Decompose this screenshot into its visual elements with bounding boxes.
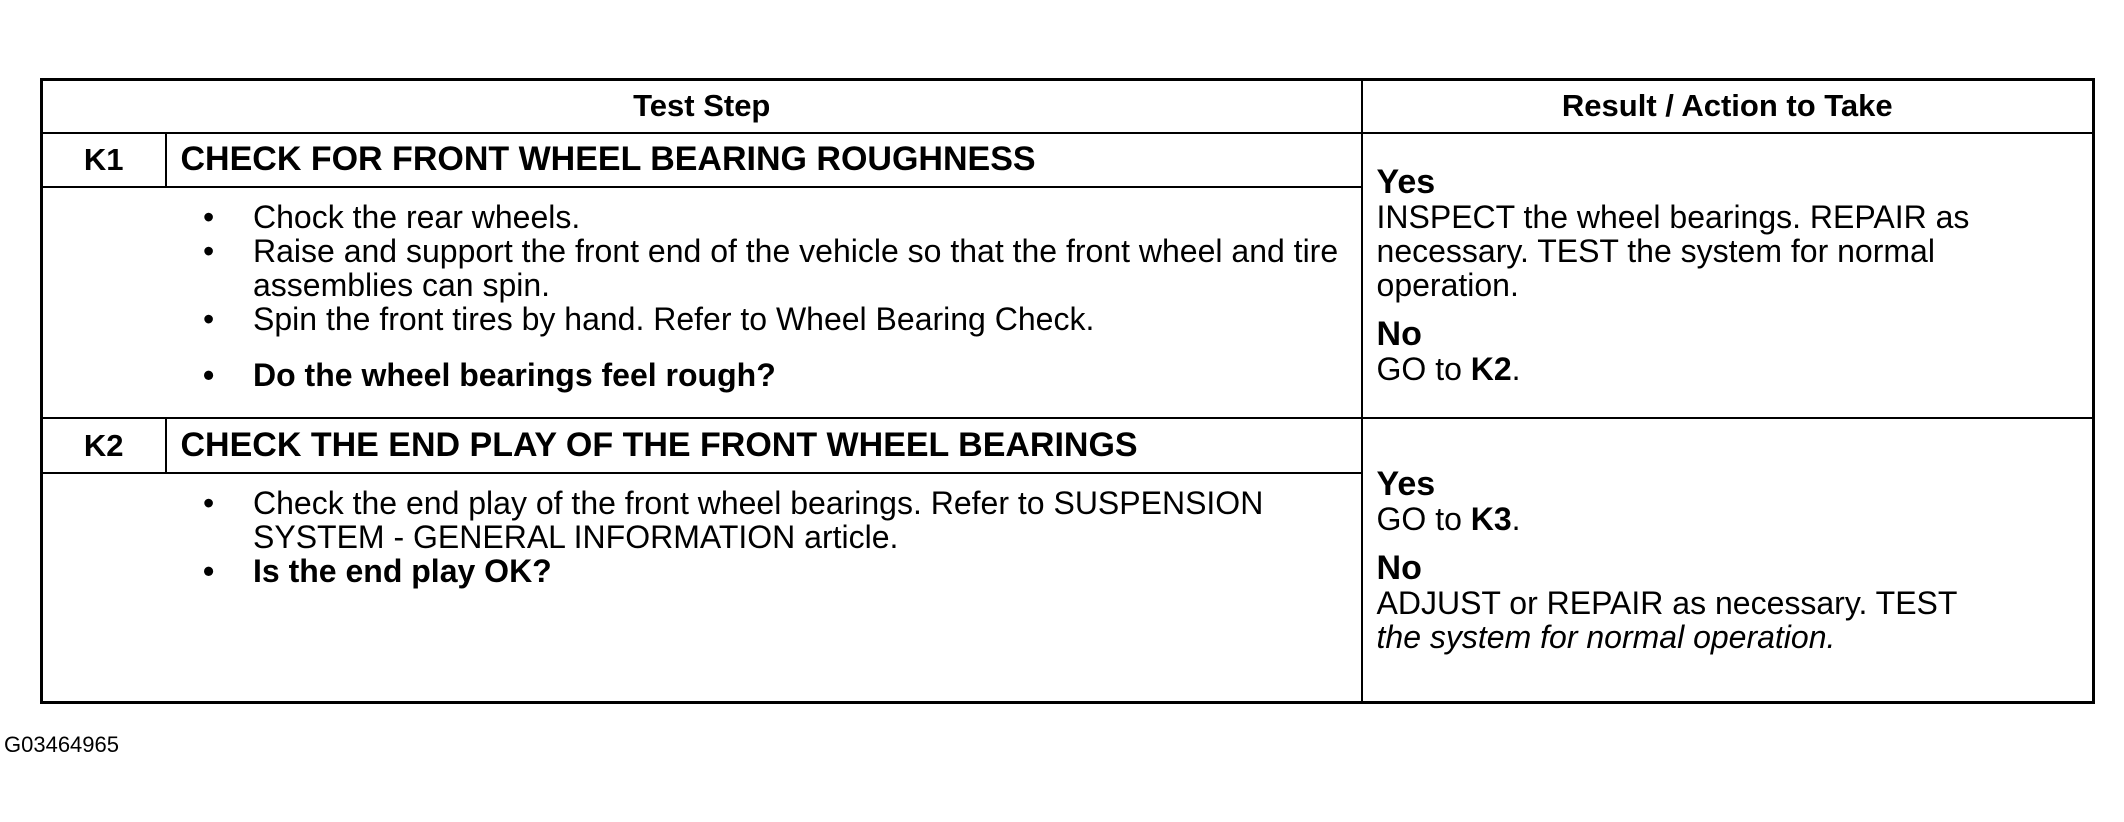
result-yes-k2: [1377, 466, 2083, 536]
result-cell-k2: [1362, 418, 2094, 702]
no-text: [1377, 352, 2083, 386]
step-title-k1: CHECK FOR FRONT WHEEL BEARING ROUGHNESS: [166, 133, 1362, 188]
step-title-k2: CHECK THE END PLAY OF THE FRONT WHEEL BEARINGS: [166, 418, 1362, 473]
bullet-item: • Spin the front tires by hand. Refer to Wheel Bearing Check.: [203, 302, 1341, 336]
result-cell-k1: [1362, 133, 2094, 419]
step-body-k1: [42, 187, 1362, 418]
bullet-item: • Raise and support the front end of the vehicle so that the front wheel and tire assemblies can spin.: [203, 234, 1341, 302]
header-result-action: Result / Action to Take: [1362, 80, 2094, 133]
yes-text: [1377, 502, 2083, 536]
result-no-k2: [1377, 550, 2083, 654]
step-k1-bullets: [203, 200, 1341, 392]
step-k2-title-row: [42, 418, 2094, 473]
header-test-step: Test Step: [42, 80, 1362, 133]
no-label: No: [1376, 315, 1422, 354]
diagnostic-table: [40, 78, 2095, 704]
no-text-suffix: .: [1511, 351, 1521, 388]
yes-label: Yes: [1376, 465, 1436, 504]
step-k2-bullets: [203, 486, 1341, 588]
bullet-question: • Do the wheel bearings feel rough?: [203, 358, 1341, 392]
step-k1-title-row: [42, 133, 2094, 188]
yes-label: Yes: [1376, 163, 1436, 202]
step-id-k1: K1: [42, 133, 166, 188]
result-no-k1: [1377, 316, 2083, 386]
result-yes-k1: [1377, 164, 2083, 302]
bullet-item: • Chock the rear wheels.: [203, 200, 1341, 234]
step-id-k2: K2: [42, 418, 166, 473]
figure-code: G03464965: [4, 732, 119, 757]
no-label: No: [1376, 549, 1422, 588]
header-row: [42, 80, 2094, 133]
no-text-prefix: GO to: [1376, 351, 1471, 388]
step-body-k2: [42, 473, 1362, 703]
yes-text-target: K3: [1470, 501, 1512, 538]
bullet-item: • Check the end play of the front wheel bearings. Refer to SUSPENSION SYSTEM - GENERAL INFORMATION article.: [203, 486, 1341, 554]
yes-text-prefix: GO to: [1376, 501, 1471, 538]
yes-text: INSPECT the wheel bearings. REPAIR as necessary. TEST the system for normal operation.: [1376, 199, 1970, 304]
bullet-question: • Is the end play OK?: [203, 554, 1341, 588]
no-text-target: K2: [1470, 351, 1512, 388]
yes-text-suffix: .: [1511, 501, 1521, 538]
no-text-line2: the system for normal operation.: [1376, 619, 1836, 656]
no-text-line1: ADJUST or REPAIR as necessary. TEST: [1376, 585, 1958, 622]
